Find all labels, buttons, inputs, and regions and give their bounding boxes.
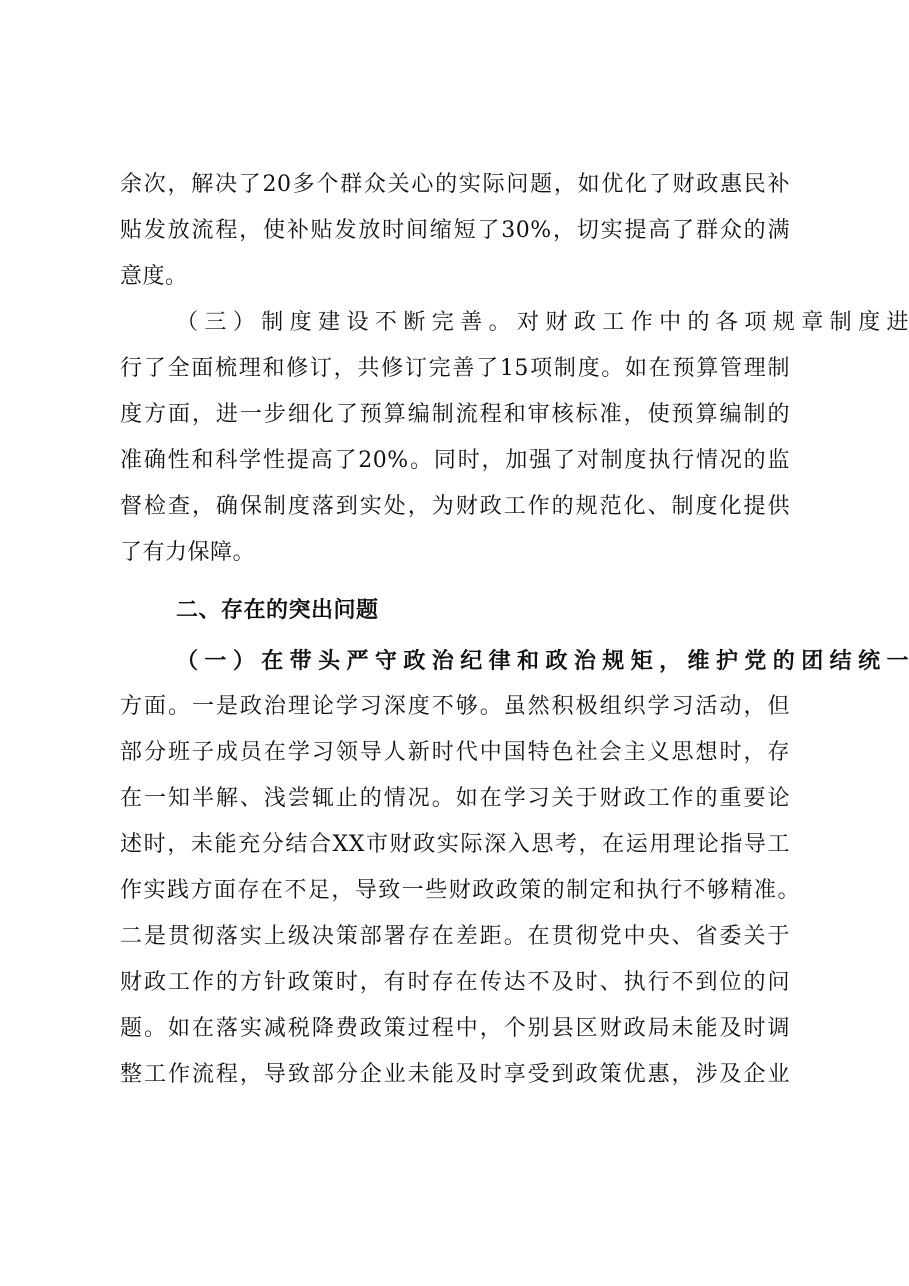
paragraph-line: 督检查，确保制度落到实处，为财政工作的规范化、制度化提供	[120, 494, 790, 519]
section-title: 二、存在的突出问题	[176, 598, 379, 623]
paragraph-line: 行了全面梳理和修订，共修订完善了15项制度。如在预算管理制	[120, 356, 790, 381]
paragraph-line: 题。如在落实减税降费政策过程中，个别县区财政局未能及时调	[120, 1016, 790, 1041]
paragraph-line: 在一知半解、浅尝辄止的情况。如在学习关于财政工作的重要论	[120, 786, 790, 811]
paragraph-line: 二是贯彻落实上级决策部署存在差距。在贯彻党中央、省委关于	[120, 924, 790, 949]
paragraph-line: 作实践方面存在不足，导致一些财政政策的制定和执行不够精准。	[120, 878, 800, 903]
paragraph-line: 述时，未能充分结合XX市财政实际深入思考，在运用理论指导工	[120, 832, 790, 857]
paragraph-line: 意度。	[120, 264, 188, 289]
paragraph-line: 了有力保障。	[120, 540, 256, 565]
paragraph-line: 方面。一是政治理论学习深度不够。虽然积极组织学习活动，但	[120, 694, 790, 719]
section-heading-3: （三）制度建设不断完善。对财政工作中的各项规章制度进	[176, 310, 909, 335]
paragraph-line: 整工作流程，导致部分企业未能及时享受到政策优惠，涉及企业	[120, 1062, 790, 1087]
subsection-heading-1: （一）在带头严守政治纪律和政治规矩，维护党的团结统一	[176, 648, 909, 674]
paragraph-line: 度方面，进一步细化了预算编制流程和审核标准，使预算编制的	[120, 402, 790, 427]
paragraph-line: 余次，解决了20多个群众关心的实际问题，如优化了财政惠民补	[120, 172, 790, 197]
paragraph-line: 准确性和科学性提高了20%。同时，加强了对制度执行情况的监	[120, 448, 790, 473]
paragraph-line: 部分班子成员在学习领导人新时代中国特色社会主义思想时，存	[120, 740, 790, 765]
paragraph-line: 贴发放流程，使补贴发放时间缩短了30%，切实提高了群众的满	[120, 218, 790, 243]
paragraph-line: 财政工作的方针政策时，有时存在传达不及时、执行不到位的问	[120, 970, 790, 995]
